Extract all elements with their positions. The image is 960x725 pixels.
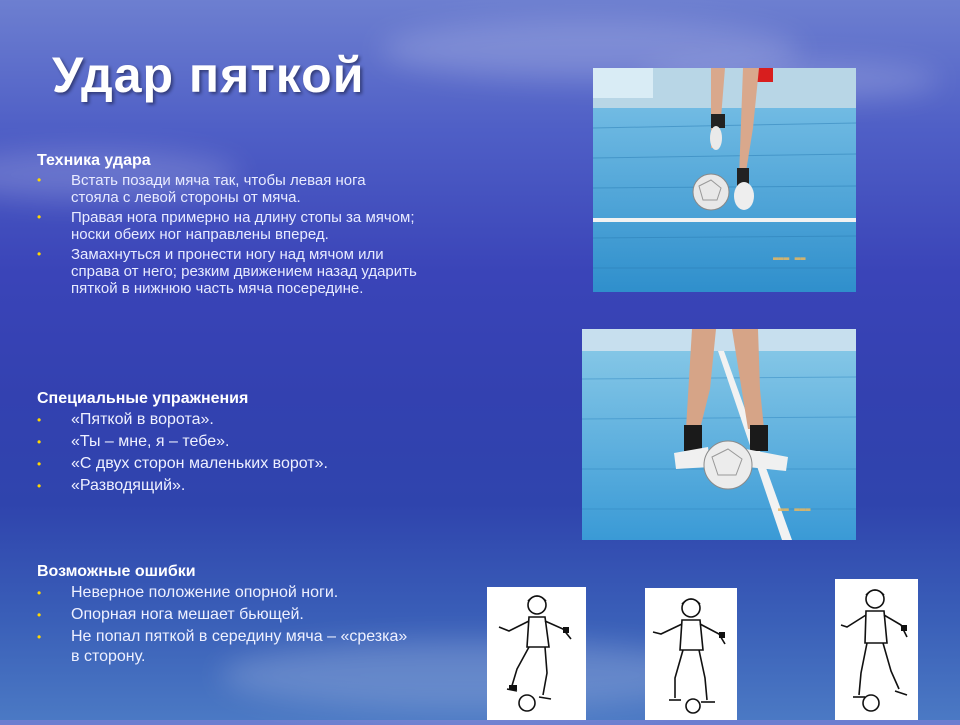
bullet-icon: • — [37, 479, 42, 493]
errors-list — [37, 583, 417, 667]
photo-heel-kick-approach — [593, 68, 856, 292]
exercises-section — [37, 390, 457, 498]
player-sketch-icon — [835, 579, 918, 720]
slide-title: Удар пяткой — [52, 47, 365, 103]
bullet-icon: • — [37, 457, 42, 471]
errors-section — [37, 563, 417, 669]
bullet-icon: • — [37, 608, 42, 622]
photo-scene — [593, 68, 856, 292]
technique-section — [37, 152, 457, 300]
list-item: • Опорная нога мешает бьющей. — [37, 606, 304, 623]
sketch-player-1 — [487, 587, 586, 720]
list-item: • Замахнуться и пронести ногу над мячом или справа от него; резким движением назад ударить пяткой в нижнюю часть мяча посередине. — [37, 246, 417, 297]
exercises-heading: Специальные упражнения — [37, 390, 249, 407]
photo-timestamp-mark: ▬▬ ▬▬▬ — [778, 505, 811, 515]
bullet-icon: • — [37, 247, 42, 261]
photo-timestamp-mark: ▬▬▬ ▬▬ — [773, 254, 806, 264]
bullet-icon: • — [37, 173, 42, 187]
list-item: • Не попал пяткой в середину мяча – «срезка» в сторону. — [37, 628, 408, 665]
list-item: • Правая нога примерно на длину стопы за мячом; носки обеих ног направлены вперед. — [37, 209, 415, 243]
sketch-player-2 — [645, 588, 737, 720]
sketch-player-3 — [835, 579, 918, 720]
errors-heading: Возможные ошибки — [37, 563, 196, 580]
list-item: • «С двух сторон маленьких ворот». — [37, 455, 328, 472]
bullet-icon: • — [37, 586, 42, 600]
list-item: • «Ты – мне, я – тебе». — [37, 433, 230, 450]
technique-list — [37, 172, 417, 297]
photo-heel-kick-position — [582, 329, 856, 540]
player-sketch-icon — [645, 588, 737, 720]
technique-heading: Техника удара — [37, 152, 151, 169]
bullet-icon: • — [37, 435, 42, 449]
list-item: • Неверное положение опорной ноги. — [37, 584, 339, 601]
bullet-icon: • — [37, 630, 42, 644]
list-item: • Встать позади мяча так, чтобы левая нога стояла с левой стороны от мяча. — [37, 172, 366, 206]
player-sketch-icon — [487, 587, 586, 720]
photo-scene — [582, 329, 856, 540]
bullet-icon: • — [37, 210, 42, 224]
list-item: • «Пяткой в ворота». — [37, 411, 214, 428]
exercises-list — [37, 410, 457, 496]
list-item: • «Разводящий». — [37, 477, 186, 494]
bullet-icon: • — [37, 413, 42, 427]
